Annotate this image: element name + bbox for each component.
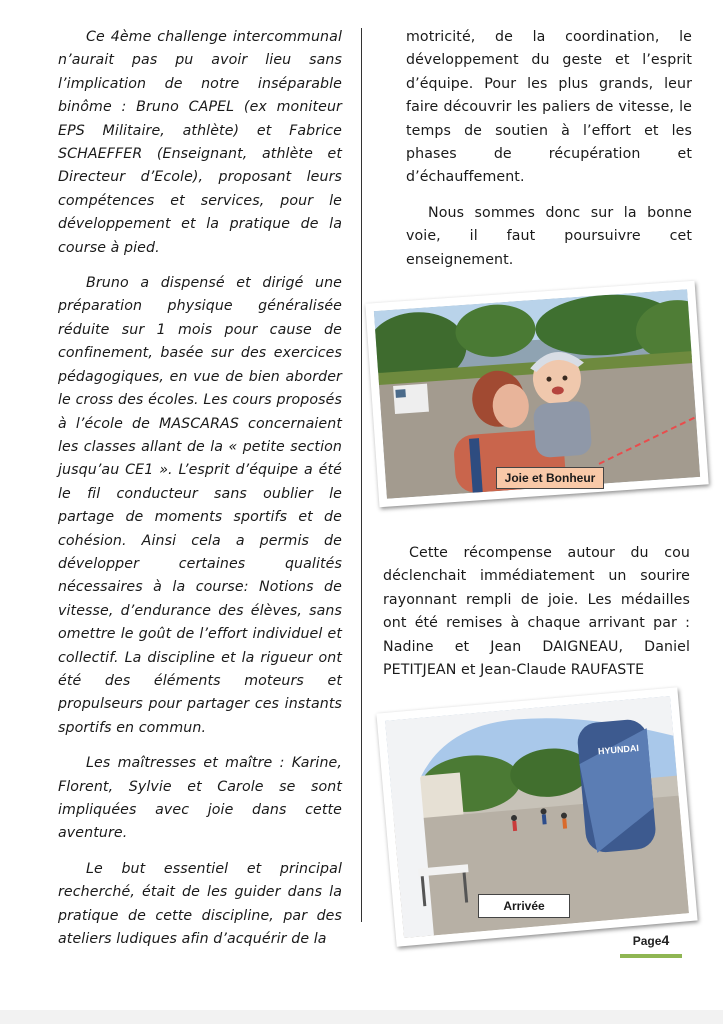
- arch-brand-text: HYUNDAI: [597, 742, 640, 757]
- paragraph-medals: Cette récompense autour du cou déclenchait immédiatement un sourire rayonnant rempli de joie. Les médailles ont été remises à chaque arrivant par : Nadine et Jean DAIGNEAU, Daniel PETITJEAN et Jean-Claude RAUFASTE: [383, 545, 690, 679]
- page-number-value: 4: [661, 932, 670, 948]
- paragraph-teachers: Les maîtresses et maître : Karine, Florent, Sylvie et Carole se sont impliquées avec joie dans cette aventure.: [58, 755, 342, 842]
- caption-arrivee: Arrivée: [478, 894, 570, 918]
- paragraph-continuation: motricité, de la coordination, le développement du geste et l’esprit d’équipe. Pour les plus grands, leur faire découvrir les paliers de vitesse, le temps de soutien à l’effort et les phases de récupération et d’échauffement.: [406, 29, 692, 186]
- page-label: Page: [632, 934, 662, 948]
- left-column-text: [58, 26, 342, 963]
- paragraph-intro: Ce 4ème challenge intercommunal n’aurait pas pu avoir lieu sans l’implication de notre inséparable binôme : Bruno CAPEL (ex moniteur EPS Militaire, athlète) et Fabrice SCHAEFFER (Enseignant, athlète et Directeur d’Ecole), proposant leurs compétences et services, pour le développement et la pratique de la course à pied.: [58, 29, 342, 256]
- right-column-text-medals: [383, 542, 690, 694]
- column-divider: [361, 28, 362, 922]
- page-number-underline: [620, 954, 682, 958]
- paragraph-goal: Le but essentiel et principal recherché, était de les guider dans la pratique de cette discipline, par des ateliers ludiques afin d’acquérir de la: [58, 860, 342, 948]
- paragraph-preparation: Bruno a dispensé et dirigé une préparation physique généralisée réduite sur 1 mois pour cause de confinement, basée sur des exercices pédagogiques, en vue de bien aborder le cross des écoles. Les cours proposés à l’école de MASCARAS concernaient les classes allant de la « petite section jusqu’au CE1 ». L’esprit d’équipe a été le fil conducteur sans oublier le partage de moments sportifs et de cohésion. Ainsi cela a permis de développer certaines qualités nécessaires à la course: Notions de vitesse, d’endurance des élèves, sans omettre le goût de l’effort individuel et collectif. La discipline et la rigueur ont été des éléments moteurs et propulseurs pour partager ces instants sportifs en commun.: [58, 275, 342, 736]
- paragraph-conclusion: Nous sommes donc sur la bonne voie, il faut poursuivre cet enseignement.: [406, 204, 692, 268]
- right-column-text-top: [406, 26, 692, 284]
- caption-joie-et-bonheur: Joie et Bonheur: [496, 467, 604, 489]
- bottom-strip: [0, 1010, 723, 1024]
- page-number: [620, 932, 682, 948]
